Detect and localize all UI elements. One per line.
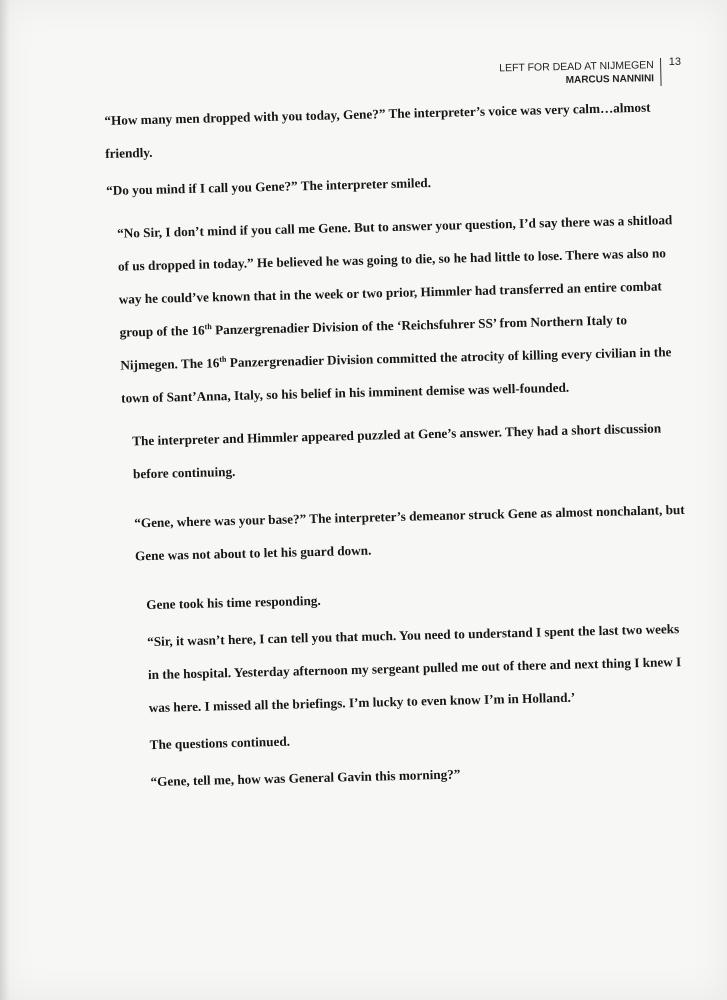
- paragraph: “Gene, where was your base?” The interpreter’s demeanor struck Gene as almost nonchalant, but Gene was not about to let his guard down.: [134, 501, 685, 564]
- paragraph: “Sir, it wasn’t here, I can tell you that much. You need to understand I spent the last two weeks in the hospital. Yesterday afternoon my sergeant pulled me out of there and next thing I knew I was here. I missed all the briefings. I’m lucky to even know I’m in Holland.’: [146, 621, 682, 716]
- body-text: [104, 90, 696, 799]
- book-title: LEFT FOR DEAD AT NIJMEGEN: [499, 59, 655, 75]
- page-number: 13: [668, 56, 681, 68]
- paragraph: The questions continued.: [149, 733, 291, 753]
- paragraph-text: “No Sir, I don’t mind if you call me Gene. But to answer your question, I’d say there was a shitload of us dropped in today.” He believed he was going to die, so he had little to lose. There was also no way he could’ve known that in the week or two prior, Himmler had transferred an entire combat group of the 16: [116, 212, 673, 340]
- paragraph: “Do you mind if I call you Gene?” The interpreter smiled.: [105, 175, 432, 198]
- paragraph: Gene took his time responding.: [146, 592, 321, 613]
- paragraph: “How many men dropped with you today, Gene?” The interpreter’s voice was very calm…almost friendly.: [104, 99, 651, 161]
- paragraph: The interpreter and Himmler appeared puzzled at Gene’s answer. They had a short discussion before continuing.: [132, 420, 662, 482]
- author-name: MARCUS NANNINI: [565, 73, 655, 86]
- ordinal-suffix: th: [219, 354, 227, 364]
- ordinal-suffix: th: [204, 322, 212, 332]
- paragraph-text: Panzergrenadier Division of the ‘Reichsfuhrer SS’ from Northern Italy to Nijmegen. The 16: [120, 312, 628, 373]
- paragraph-text: Panzergrenadier Division committed the atrocity of killing every civilian in the town of Sant’Anna, Italy, so his belief in his imminent demise was well-founded.: [121, 344, 672, 406]
- paragraph: [117, 203, 687, 415]
- running-header: [499, 58, 661, 89]
- scan-shadow: [0, 0, 10, 1000]
- paragraph: “Gene, tell me, how was General Gavin this morning?”: [150, 766, 461, 790]
